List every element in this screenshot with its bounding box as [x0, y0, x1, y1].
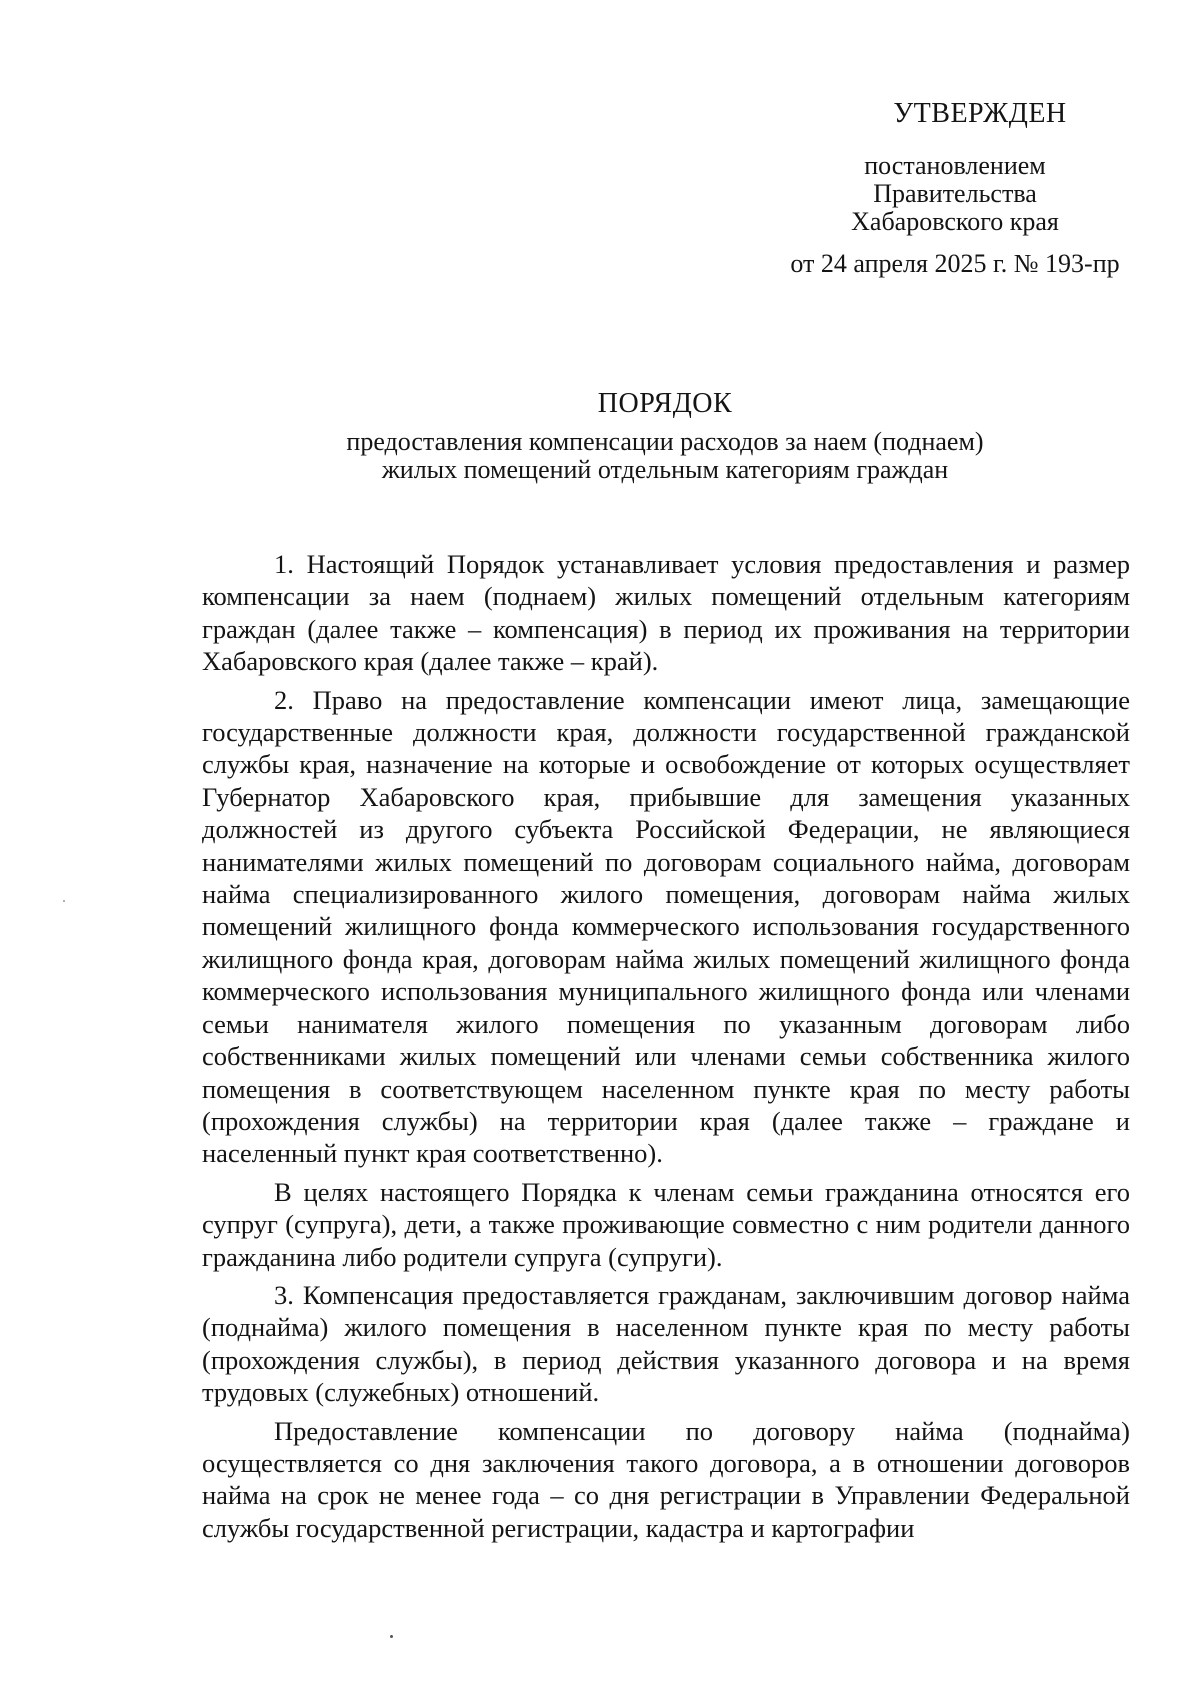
- approval-block: [735, 100, 1175, 278]
- document-body: [202, 548, 1130, 1544]
- paragraph-1: 1. Настоящий Порядок устанавливает условия предоставления и размер компенсации за наем (поднаем) жилых помещений отдельным категориям граждан (далее также – компенсация) в период их проживания на территории Хабаровского края (далее также – край).: [202, 549, 1130, 677]
- subtitle-line-2: жилых помещений отдельным категориям граждан: [381, 455, 949, 484]
- paragraph-2: 2. Право на предоставление компенсации имеют лица, замещающие государственные должности края, должности государственной гражданской службы края, назначение на которые и освобождение от которых осуществляет Губернатор Хабаровского края, прибывшие для замещения указанных должностей из другого субъекта Российской Федерации, не являющиеся нанимателями жилых помещений по договорам социального найма, договорам найма специализированного жилого помещения, договорам найма жилых помещений жилищного фонда коммерческого использования государственного жилищного фонда края, договорам найма жилых помещений жилищного фонда коммерческого использования муниципального жилищного фонда или членами семьи нанимателя жилого помещения по указанным договорам либо собственниками жилых помещений или членами семьи собственника жилого помещения в соответствующем населенном пункте края по месту работы (прохождения службы) на территории края (далее также – граждане и населенный пункт края соответственно).: [202, 684, 1130, 1169]
- approval-date: от 24 апреля 2025 г. № 193-пр: [790, 249, 1120, 278]
- scan-speck: [63, 900, 65, 902]
- approval-line-1: постановлением: [864, 151, 1046, 180]
- document-subtitle: [200, 428, 1130, 484]
- paragraph-3: В целях настоящего Порядка к членам семьи гражданина относятся его супруг (супруга), дети, а также проживающие совместно с ним родители данного гражданина либо родители супруга (супруги).: [202, 1176, 1130, 1272]
- approval-line-2: Правительства: [873, 179, 1037, 208]
- paragraph-5: Предоставление компенсации по договору найма (поднайма) осуществляется со дня заключения такого договора, а в отношении договоров найма на срок не менее года – со дня регистрации в Управлении Федеральной службы государственной регистрации, кадастра и картографии: [202, 1415, 1130, 1543]
- paragraph-4: 3. Компенсация предоставляется гражданам, заключившим договор найма (поднайма) жилого помещения в населенном пункте края по месту работы (прохождения службы), в период действия указанного договора и на время трудовых (служебных) отношений.: [202, 1279, 1130, 1408]
- approval-line-3: Хабаровского края: [851, 207, 1059, 236]
- subtitle-line-1: предоставления компенсации расходов за наем (поднаем): [346, 427, 984, 456]
- document-title: ПОРЯДОК: [597, 388, 733, 419]
- scan-speck: [390, 1635, 393, 1638]
- approval-heading: УТВЕРЖДЕН: [893, 98, 1067, 129]
